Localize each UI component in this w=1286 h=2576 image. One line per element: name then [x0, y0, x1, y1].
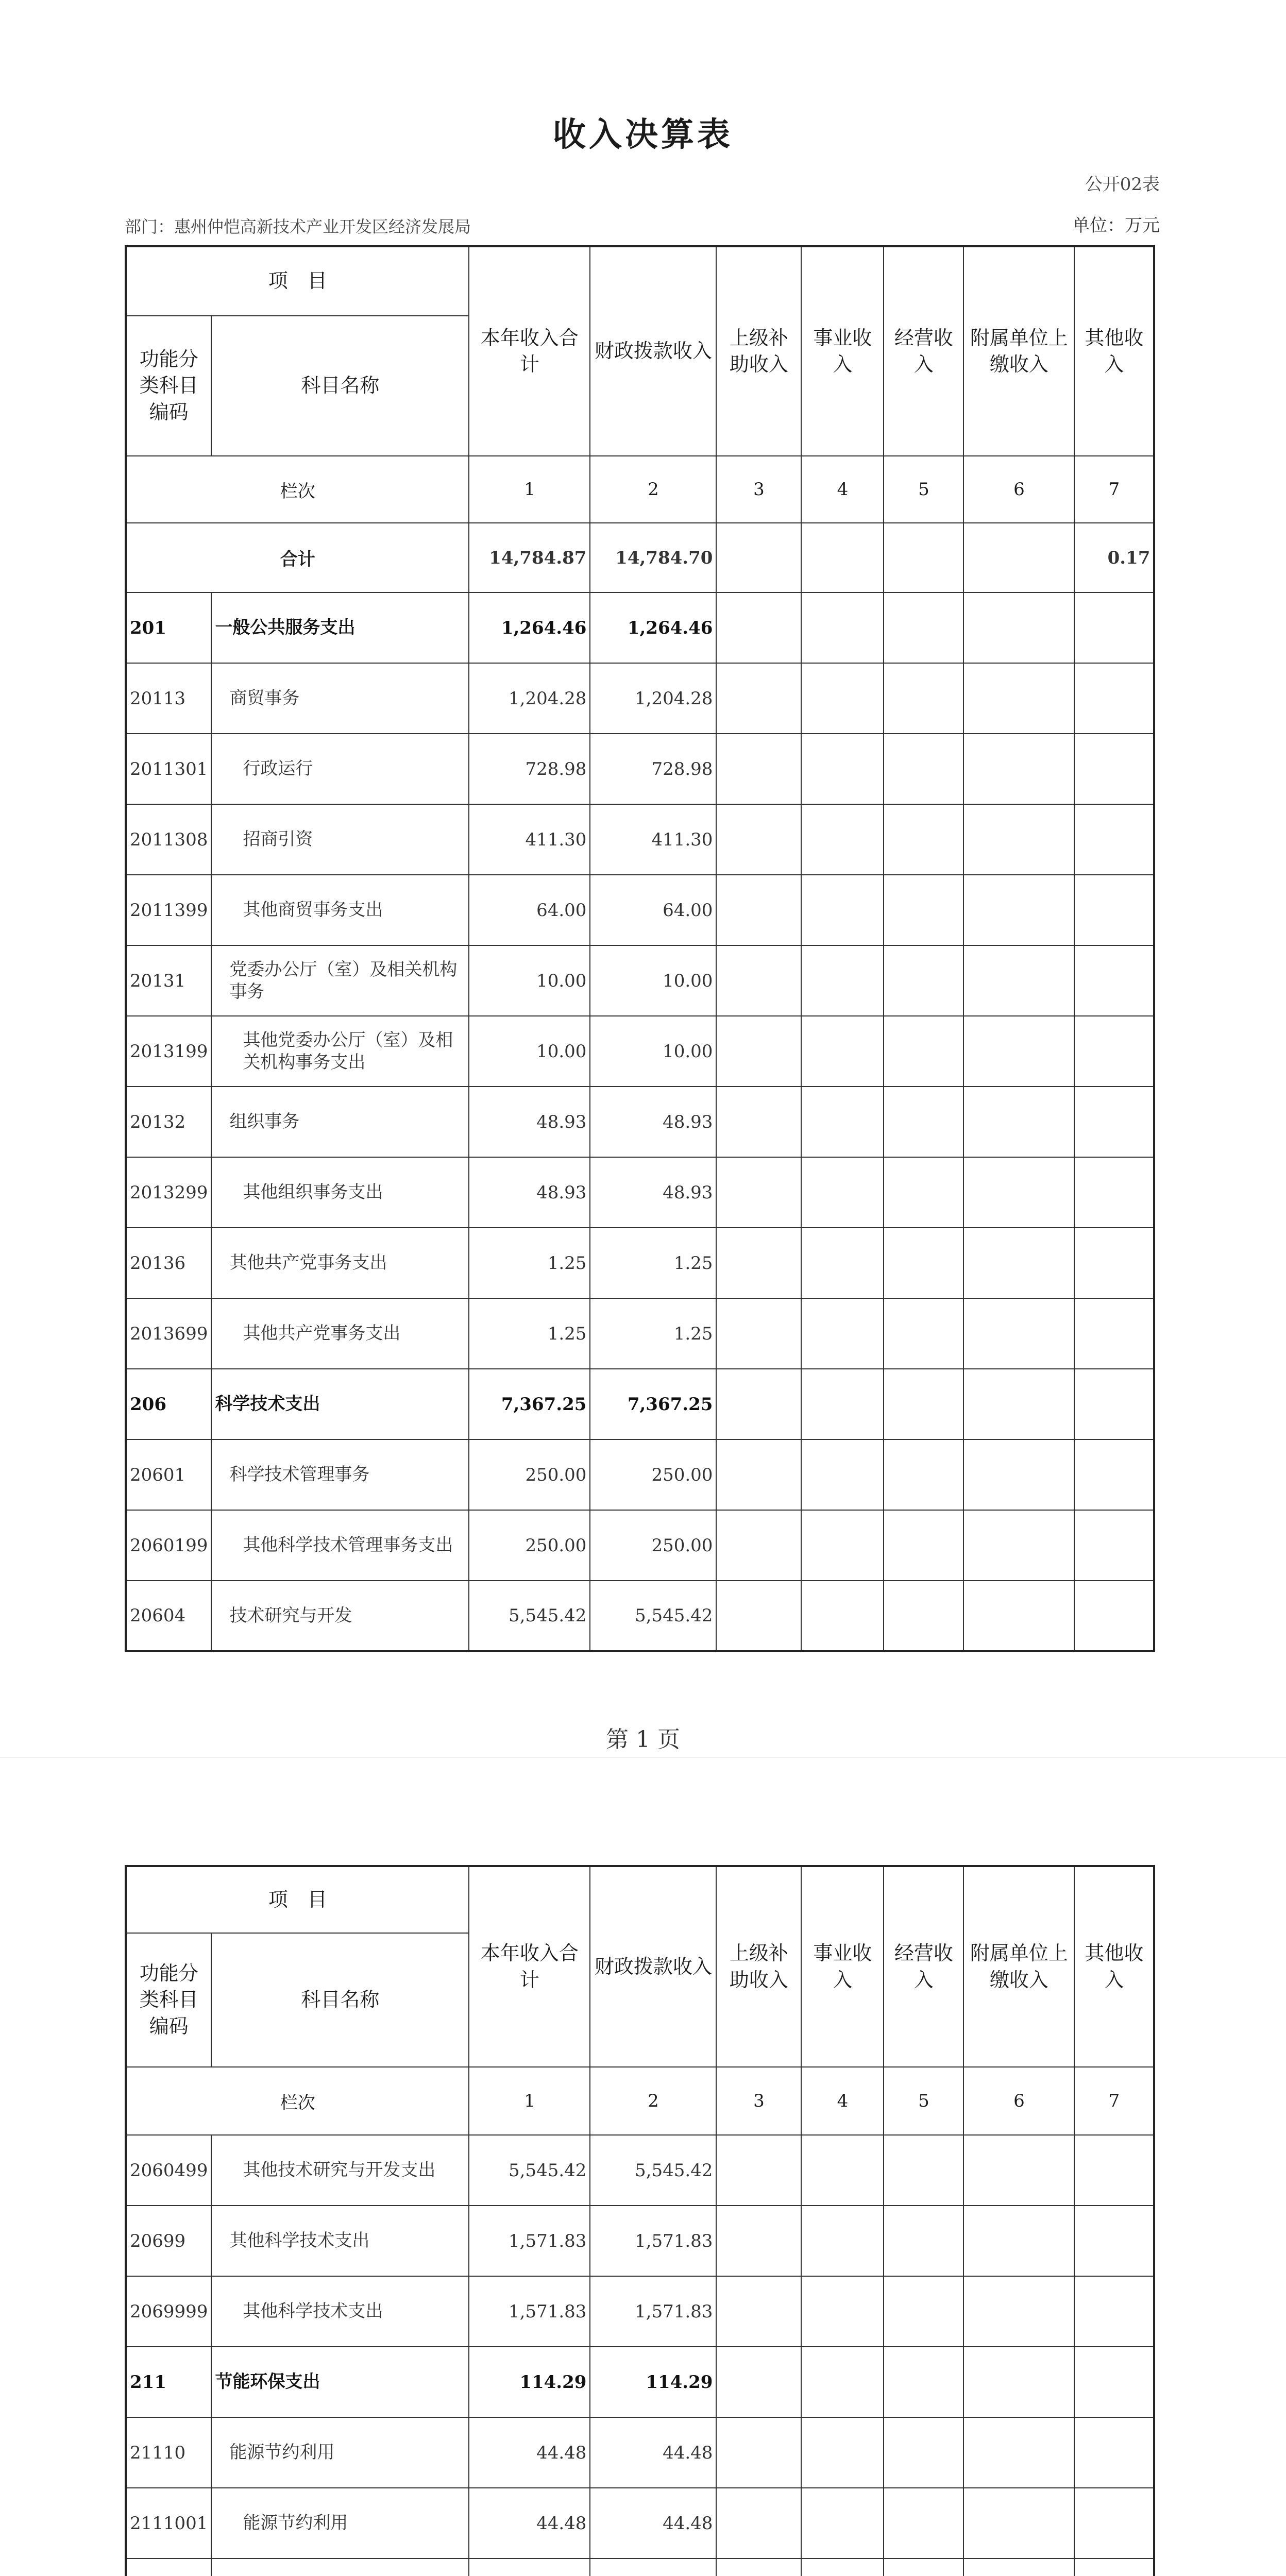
cell-col1: 1,264.46: [469, 592, 590, 663]
cell-col3: [716, 1157, 801, 1228]
cell-name: 行政运行: [211, 734, 469, 804]
cell-col2: 1,571.83: [590, 2276, 716, 2347]
index-5: 5: [884, 456, 963, 523]
cell-name: 商贸事务: [211, 663, 469, 734]
cell-col2: 1.25: [590, 1228, 716, 1298]
cell-col2: [590, 2558, 716, 2576]
cell-col4: [801, 2417, 884, 2488]
cell-col1: 44.48: [469, 2488, 590, 2558]
cell-col1: 48.93: [469, 1157, 590, 1228]
cell-name: 科学技术管理事务: [211, 1439, 469, 1510]
header-col4: 事业收入: [801, 246, 884, 456]
cell-col4: [801, 734, 884, 804]
cell-col7: [1074, 1439, 1154, 1510]
cell-col2: 48.93: [590, 1087, 716, 1157]
cell-col4: [801, 2488, 884, 2558]
cell-name: 组织事务: [211, 1087, 469, 1157]
cell-name: 其他党委办公厅（室）及相关机构事务支出: [211, 1016, 469, 1087]
header-col6-p2: 附属单位上缴收入: [963, 1866, 1074, 2067]
cell-col1: 1,571.83: [469, 2206, 590, 2276]
cell-col6: [963, 875, 1074, 945]
cell-col2: 728.98: [590, 734, 716, 804]
header-col7-p2: 其他收入: [1074, 1866, 1154, 2067]
cell-col1: [469, 2558, 590, 2576]
cell-col6: [963, 1228, 1074, 1298]
cell-col4: [801, 1510, 884, 1581]
header-col7: 其他收入: [1074, 246, 1154, 456]
cell-name: 其他组织事务支出: [211, 1157, 469, 1228]
index-3: 3: [716, 456, 801, 523]
index-1-p2: 1: [469, 2067, 590, 2135]
index-1: 1: [469, 456, 590, 523]
cell-code: 2013199: [126, 1016, 211, 1087]
cell-col2: 5,545.42: [590, 1581, 716, 1651]
cell-col4: [801, 1369, 884, 1439]
cell-col5: [884, 2488, 963, 2558]
header-col5: 经营收入: [884, 246, 963, 456]
total-col7: 0.17: [1074, 523, 1154, 592]
cell-col4: [801, 1298, 884, 1369]
cell-col4: [801, 2276, 884, 2347]
cell-col6: [963, 804, 1074, 875]
header-item: 项 目: [126, 246, 469, 316]
cell-col5: [884, 2417, 963, 2488]
table-row: [126, 734, 1154, 804]
cell-col7: [1074, 592, 1154, 663]
header-code-p2: 功能分类科目编码: [126, 1933, 211, 2067]
cell-col6: [963, 2206, 1074, 2276]
cell-col5: [884, 804, 963, 875]
cell-name: 能源节约利用: [211, 2417, 469, 2488]
cell-col3: [716, 2417, 801, 2488]
header-col5-p2: 经营收入: [884, 1866, 963, 2067]
cell-name: 其他科学技术支出: [211, 2206, 469, 2276]
header-name-p2: 科目名称: [211, 1933, 469, 2067]
cell-col4: [801, 2347, 884, 2417]
cell-code: 2011308: [126, 804, 211, 875]
cell-col2: 10.00: [590, 945, 716, 1016]
cell-col5: [884, 1369, 963, 1439]
cell-code: 20136: [126, 1228, 211, 1298]
page-separator: [0, 1757, 1286, 1758]
cell-col3: [716, 734, 801, 804]
cell-col6: [963, 1087, 1074, 1157]
cell-col7: [1074, 2488, 1154, 2558]
cell-col2: 114.29: [590, 2347, 716, 2417]
cell-col6: [963, 1016, 1074, 1087]
cell-col1: 44.48: [469, 2417, 590, 2488]
cell-col3: [716, 2558, 801, 2576]
cell-col6: [963, 2347, 1074, 2417]
cell-col1: 728.98: [469, 734, 590, 804]
header-name: 科目名称: [211, 316, 469, 456]
cell-col7: [1074, 2135, 1154, 2206]
cell-code: 2060199: [126, 1510, 211, 1581]
cell-col3: [716, 2488, 801, 2558]
table-row: [126, 592, 1154, 663]
cell-col2: 1.25: [590, 1298, 716, 1369]
cell-col7: [1074, 1016, 1154, 1087]
cell-code: 20604: [126, 1581, 211, 1651]
table-row: [126, 1157, 1154, 1228]
cell-col1: 1,204.28: [469, 663, 590, 734]
cell-col5: [884, 1228, 963, 1298]
cell-col7: [1074, 2206, 1154, 2276]
unit-label: 单位：万元: [1072, 215, 1160, 236]
cell-code: 201: [126, 592, 211, 663]
table-row: [126, 1016, 1154, 1087]
header-col6: 附属单位上缴收入: [963, 246, 1074, 456]
cell-col7: [1074, 2558, 1154, 2576]
cell-col6: [963, 734, 1074, 804]
cell-col1: 5,545.42: [469, 2135, 590, 2206]
cell-col6: [963, 2488, 1074, 2558]
cell-col6: [963, 1298, 1074, 1369]
header-col1-p2: 本年收入合计: [469, 1866, 590, 2067]
cell-col7: [1074, 734, 1154, 804]
cell-code: [126, 2558, 211, 2576]
cell-col2: 44.48: [590, 2417, 716, 2488]
cell-col7: [1074, 1298, 1154, 1369]
table-row: [126, 663, 1154, 734]
cell-col2: 250.00: [590, 1510, 716, 1581]
cell-col5: [884, 734, 963, 804]
cell-code: 20132: [126, 1087, 211, 1157]
cell-name: 其他科学技术支出: [211, 2276, 469, 2347]
cell-col3: [716, 1298, 801, 1369]
cell-code: 20113: [126, 663, 211, 734]
table-row: [126, 1439, 1154, 1510]
total-col3: [716, 523, 801, 592]
cell-col4: [801, 2558, 884, 2576]
form-code: 公开02表: [1085, 174, 1160, 195]
index-7: 7: [1074, 456, 1154, 523]
cell-col5: [884, 1439, 963, 1510]
cell-col3: [716, 875, 801, 945]
cell-col5: [884, 1298, 963, 1369]
table-row: [126, 1298, 1154, 1369]
cell-code: 20601: [126, 1439, 211, 1510]
cell-code: 21110: [126, 2417, 211, 2488]
cell-name: 其他科学技术管理事务支出: [211, 1510, 469, 1581]
cell-col4: [801, 2135, 884, 2206]
table-row: [126, 875, 1154, 945]
cell-col7: [1074, 2276, 1154, 2347]
cell-name: 能源节约利用: [211, 2488, 469, 2558]
cell-col6: [963, 2417, 1074, 2488]
cell-col6: [963, 1439, 1074, 1510]
table-row: [126, 2206, 1154, 2276]
table-row: [126, 2417, 1154, 2488]
total-row: [126, 523, 1154, 592]
cell-col6: [963, 2276, 1074, 2347]
header-item-p2: 项 目: [126, 1866, 469, 1933]
cell-col5: [884, 592, 963, 663]
table-row: [126, 804, 1154, 875]
cell-col1: 250.00: [469, 1510, 590, 1581]
table-row: [126, 1087, 1154, 1157]
cell-col4: [801, 1016, 884, 1087]
index-4-p2: 4: [801, 2067, 884, 2135]
cell-col2: 5,545.42: [590, 2135, 716, 2206]
cell-name: 其他技术研究与开发支出: [211, 2135, 469, 2206]
header-code: 功能分类科目编码: [126, 316, 211, 456]
page-2-rows: [126, 2135, 1154, 2576]
cell-col5: [884, 1581, 963, 1651]
cell-col3: [716, 592, 801, 663]
cell-col7: [1074, 804, 1154, 875]
cell-name: [211, 2558, 469, 2576]
cell-name: 节能环保支出: [211, 2347, 469, 2417]
header-col3-p2: 上级补助收入: [716, 1866, 801, 2067]
cell-col5: [884, 1510, 963, 1581]
report-title: 收入决算表: [553, 115, 733, 154]
cell-col5: [884, 663, 963, 734]
cell-col3: [716, 1228, 801, 1298]
cell-col3: [716, 945, 801, 1016]
cell-code: 2069999: [126, 2276, 211, 2347]
cell-col2: 1,264.46: [590, 592, 716, 663]
cell-col7: [1074, 1581, 1154, 1651]
cell-col7: [1074, 945, 1154, 1016]
table-row: [126, 2276, 1154, 2347]
index-2: 2: [590, 456, 716, 523]
cell-name: 其他共产党事务支出: [211, 1298, 469, 1369]
cell-col2: 1,571.83: [590, 2206, 716, 2276]
cell-name: 一般公共服务支出: [211, 592, 469, 663]
cell-code: 2013699: [126, 1298, 211, 1369]
index-2-p2: 2: [590, 2067, 716, 2135]
table-row: [126, 1581, 1154, 1651]
cell-code: 206: [126, 1369, 211, 1439]
header-col2: 财政拨款收入: [590, 246, 716, 456]
index-5-p2: 5: [884, 2067, 963, 2135]
cell-col6: [963, 663, 1074, 734]
cell-col1: 7,367.25: [469, 1369, 590, 1439]
income-table-page-2: [125, 1865, 1155, 2576]
cell-col7: [1074, 2417, 1154, 2488]
cell-col4: [801, 804, 884, 875]
total-col4: [801, 523, 884, 592]
table-row: [126, 2488, 1154, 2558]
cell-col5: [884, 1016, 963, 1087]
cell-col5: [884, 2276, 963, 2347]
cell-col5: [884, 2558, 963, 2576]
cell-col6: [963, 1510, 1074, 1581]
cell-name: 其他共产党事务支出: [211, 1228, 469, 1298]
cell-col7: [1074, 875, 1154, 945]
cell-col5: [884, 945, 963, 1016]
cell-name: 党委办公厅（室）及相关机构事务: [211, 945, 469, 1016]
header-col2-p2: 财政拨款收入: [590, 1866, 716, 2067]
cell-col6: [963, 2558, 1074, 2576]
cell-col3: [716, 1439, 801, 1510]
page-2: [0, 1772, 1286, 2576]
income-table-page-1: [125, 245, 1155, 1652]
cell-col4: [801, 592, 884, 663]
cell-code: 2060499: [126, 2135, 211, 2206]
table-row: [126, 2347, 1154, 2417]
cell-col2: 7,367.25: [590, 1369, 716, 1439]
cell-col1: 1.25: [469, 1228, 590, 1298]
cell-col1: 1,571.83: [469, 2276, 590, 2347]
cell-col7: [1074, 1369, 1154, 1439]
index-7-p2: 7: [1074, 2067, 1154, 2135]
cell-col3: [716, 2276, 801, 2347]
cell-col5: [884, 1087, 963, 1157]
cell-col4: [801, 1087, 884, 1157]
cell-name: 其他商贸事务支出: [211, 875, 469, 945]
total-col6: [963, 523, 1074, 592]
page-number-1: 第 1 页: [606, 1726, 680, 1753]
cell-col6: [963, 945, 1074, 1016]
header-col1: 本年收入合计: [469, 246, 590, 456]
cell-col7: [1074, 663, 1154, 734]
cell-col3: [716, 1510, 801, 1581]
total-col5: [884, 523, 963, 592]
cell-col5: [884, 1157, 963, 1228]
cell-col2: 1,204.28: [590, 663, 716, 734]
cell-col4: [801, 875, 884, 945]
cell-col1: 10.00: [469, 1016, 590, 1087]
cell-col6: [963, 592, 1074, 663]
cell-col3: [716, 1369, 801, 1439]
cell-col4: [801, 663, 884, 734]
cell-col5: [884, 2206, 963, 2276]
total-col1: 14,784.87: [469, 523, 590, 592]
cell-col3: [716, 1016, 801, 1087]
index-4: 4: [801, 456, 884, 523]
department-label: 部门：惠州仲恺高新技术产业开发区经济发展局: [125, 217, 471, 236]
cell-col3: [716, 1581, 801, 1651]
page-1-rows: [126, 592, 1154, 1651]
cell-code: 211: [126, 2347, 211, 2417]
index-label-p2: 栏次: [126, 2067, 469, 2135]
cell-col3: [716, 2206, 801, 2276]
cell-code: 2111001: [126, 2488, 211, 2558]
cell-col1: 10.00: [469, 945, 590, 1016]
cell-col4: [801, 945, 884, 1016]
table-row: [126, 1228, 1154, 1298]
index-6: 6: [963, 456, 1074, 523]
cell-col7: [1074, 1228, 1154, 1298]
cell-col2: 250.00: [590, 1439, 716, 1510]
cell-col1: 114.29: [469, 2347, 590, 2417]
table-row: [126, 1369, 1154, 1439]
cell-col4: [801, 1228, 884, 1298]
cell-col7: [1074, 1510, 1154, 1581]
cell-col5: [884, 2135, 963, 2206]
header-col4-p2: 事业收入: [801, 1866, 884, 2067]
cell-col4: [801, 1157, 884, 1228]
cell-col3: [716, 804, 801, 875]
cell-col3: [716, 2347, 801, 2417]
cell-col6: [963, 2135, 1074, 2206]
cell-col3: [716, 2135, 801, 2206]
cell-col7: [1074, 1087, 1154, 1157]
cell-name: 招商引资: [211, 804, 469, 875]
table-row: [126, 2135, 1154, 2206]
cell-col1: 1.25: [469, 1298, 590, 1369]
cell-code: 20131: [126, 945, 211, 1016]
cell-col4: [801, 2206, 884, 2276]
index-3-p2: 3: [716, 2067, 801, 2135]
total-col2: 14,784.70: [590, 523, 716, 592]
cell-col1: 48.93: [469, 1087, 590, 1157]
cell-col2: 44.48: [590, 2488, 716, 2558]
cell-col2: 10.00: [590, 1016, 716, 1087]
cell-col3: [716, 1087, 801, 1157]
cell-col1: 250.00: [469, 1439, 590, 1510]
cell-name: 科学技术支出: [211, 1369, 469, 1439]
cell-col1: 5,545.42: [469, 1581, 590, 1651]
cell-code: 2013299: [126, 1157, 211, 1228]
cell-col7: [1074, 1157, 1154, 1228]
cell-col2: 48.93: [590, 1157, 716, 1228]
cell-col4: [801, 1581, 884, 1651]
total-label: 合计: [126, 523, 469, 592]
cell-code: 2011399: [126, 875, 211, 945]
cell-col6: [963, 1581, 1074, 1651]
cell-col3: [716, 663, 801, 734]
cell-code: 2011301: [126, 734, 211, 804]
header-col3: 上级补助收入: [716, 246, 801, 456]
cell-col2: 411.30: [590, 804, 716, 875]
cell-col1: 411.30: [469, 804, 590, 875]
cell-col5: [884, 2347, 963, 2417]
index-6-p2: 6: [963, 2067, 1074, 2135]
cell-code: 20699: [126, 2206, 211, 2276]
cell-col5: [884, 875, 963, 945]
cell-name: 技术研究与开发: [211, 1581, 469, 1651]
cell-col7: [1074, 2347, 1154, 2417]
cell-col6: [963, 1369, 1074, 1439]
cell-col4: [801, 1439, 884, 1510]
table-row: [126, 1510, 1154, 1581]
table-row: [126, 945, 1154, 1016]
index-label: 栏次: [126, 456, 469, 523]
cell-col2: 64.00: [590, 875, 716, 945]
cell-col1: 64.00: [469, 875, 590, 945]
cell-col6: [963, 1157, 1074, 1228]
table-row: [126, 2558, 1154, 2576]
